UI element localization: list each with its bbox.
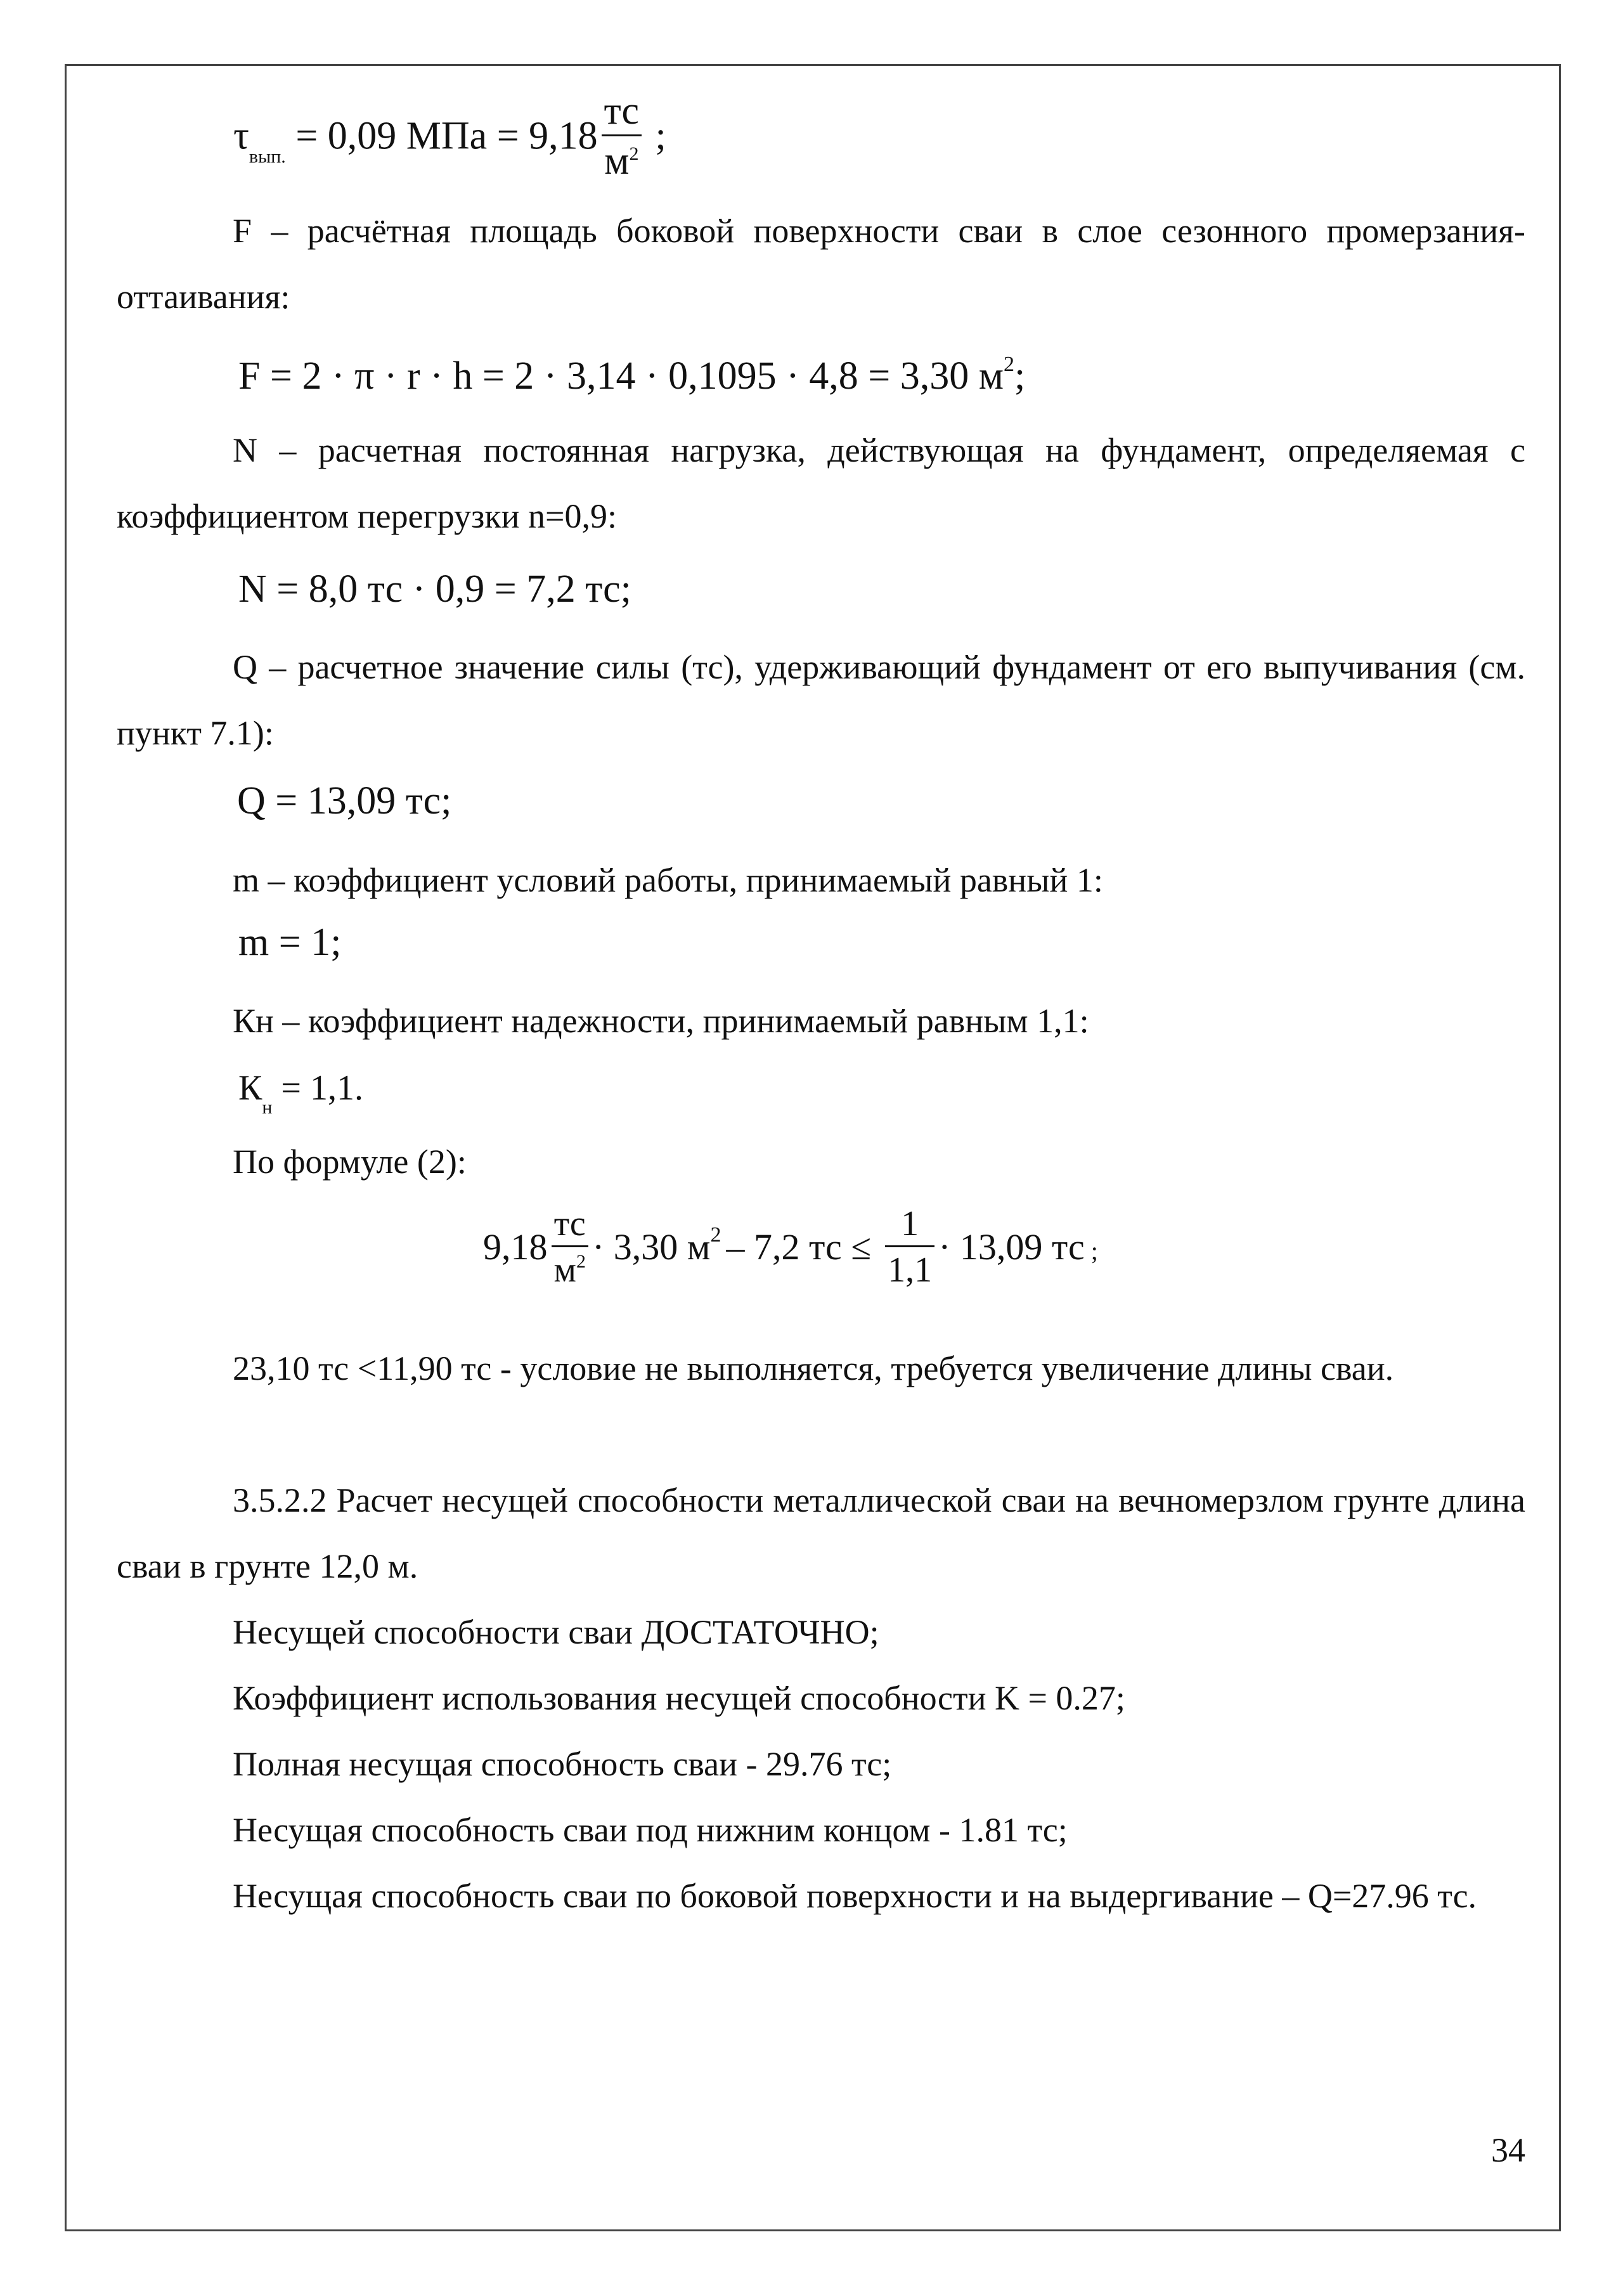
para-Kn: Кн – коэффициент надежности, принимаемый равным 1,1: [233,1002,1089,1040]
formula-main-end: ; [1084,1236,1098,1265]
formula-tau-symbol: τ [233,114,249,158]
formula-Kn-rest: = 1,1. [272,1068,364,1108]
formula-Kn-symbol: К [238,1068,262,1108]
para-l2-block [117,1665,1525,1731]
formula-main-b: · 3,30 м [592,1226,711,1268]
formula-main-a: 9,18 [483,1226,548,1268]
para-formula2: По формуле (2): [233,1143,467,1181]
formula-main-f1-den-sup: 2 [576,1251,586,1272]
formula-F-main: F = 2 · π · r · h = 2 · 3,14 · 0,1095 · 4,8 = 3,30 м [238,354,1004,398]
para-l5-block [117,1863,1525,1929]
formula-m-text: m = 1; [238,921,342,964]
formula-main-f1-num: тс [552,1206,588,1247]
para-l3: Полная несущая способность сваи - 29.76 тс; [233,1745,892,1783]
para-result: 23,10 тс <11,90 тс - условие не выполняется, требуется увеличение длины сваи. [233,1349,1394,1387]
para-Q: Q – расчетное значение силы (тс), удерживающий фундамент от его выпучивания (см. пункт 7.1): [117,648,1525,752]
formula-N [238,569,631,609]
formula-tau-mid: = 0,09 МПа = 9,18 [285,114,598,158]
formula-tau [233,89,666,185]
formula-tau-fraction [602,91,642,181]
formula-F [238,354,1025,396]
para-l4: Несущая способность сваи под нижним концом - 1.81 тс; [233,1811,1068,1849]
para-l1-block [117,1599,1525,1665]
formula-main [483,1204,1098,1292]
formula-tau-den-sup: 2 [629,143,639,164]
formula-Q-text: Q = 13,09 тс; [237,779,452,822]
formula-F-end: ; [1014,354,1026,398]
para-N-block [117,417,1525,549]
formula-Kn [238,1070,363,1117]
para-F: F – расчётная площадь боковой поверхности сваи в слое сезонного промерзания-оттаивания: [117,212,1525,316]
formula-main-b-sup: 2 [710,1223,721,1247]
formula-N-text: N = 8,0 тс · 0,9 = 7,2 тс; [238,568,631,611]
formula-tau-den-wrap [602,136,642,181]
para-l4-block [117,1797,1525,1863]
formula-tau-num: тс [602,91,642,136]
formula-tau-end: ; [645,114,666,158]
formula-main-c: – 7,2 тс ≤ [726,1226,872,1268]
formula-main-f2-num: 1 [885,1206,934,1247]
formula-tau-sub: вып. [249,146,286,167]
para-m-block [117,847,1525,913]
para-m: m – коэффициент условий работы, принимаемый равный 1: [233,861,1103,899]
formula-F-sup: 2 [1003,353,1014,376]
formula-main-f1-den-wrap [552,1247,588,1288]
formula-main-d: · 13,09 тс [938,1226,1085,1268]
formula-main-frac2 [885,1206,934,1288]
formula-Kn-sub: н [262,1097,273,1118]
para-l2: Коэффициент использования несущей способности K = 0.27; [233,1679,1125,1717]
formula-tau-den: м [604,139,630,183]
formula-main-f2-den: 1,1 [888,1250,933,1290]
page-number: 34 [1491,2131,1525,2169]
para-section: 3.5.2.2 Расчет несущей способности металлической сваи на вечномерзлом грунте длина сваи в грунте 12,0 м. [117,1481,1525,1585]
para-result-block [117,1335,1525,1401]
formula-Q [237,781,451,820]
para-Q-block [117,634,1525,766]
para-formula2-block [117,1129,1525,1195]
formula-main-f1-den: м [553,1250,576,1290]
para-Kn-block [117,988,1525,1054]
para-F-block [117,198,1525,330]
formula-m [238,923,341,962]
para-N: N – расчетная постоянная нагрузка, действующая на фундамент, определяемая с коэффициентом перегрузки n=0,9: [117,431,1525,535]
para-l3-block [117,1731,1525,1797]
formula-main-frac1 [552,1206,588,1288]
para-l5: Несущая способность сваи по боковой поверхности и на выдергивание – Q=27.96 тс. [233,1877,1477,1915]
para-l1: Несущей способности сваи ДОСТАТОЧНО; [233,1613,879,1651]
para-section-block [117,1467,1525,1599]
